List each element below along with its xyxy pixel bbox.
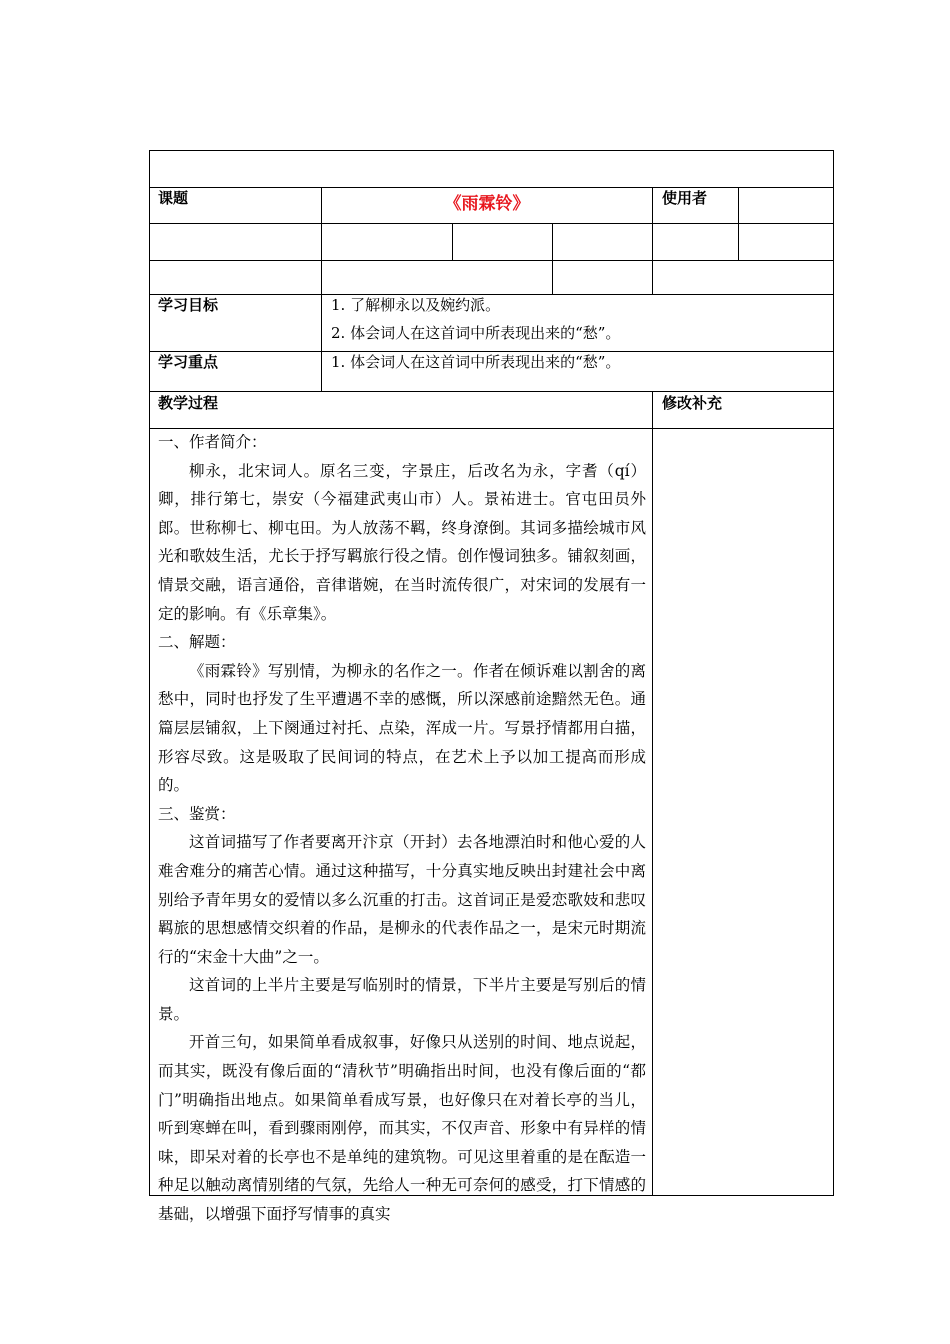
goal-item: 1. 了解柳永以及婉约派。: [331, 296, 501, 314]
teaching-process-content: [158, 428, 646, 1229]
table-rule: [452, 223, 453, 260]
table-rule: [149, 187, 834, 188]
focus-label: 学习重点: [158, 353, 219, 371]
section-heading: 三、鉴赏：: [158, 804, 236, 823]
paragraph: 这首词的上半片主要是写临别时的情景，下半片主要是写别后的情景。: [158, 976, 646, 1023]
process-label: 教学过程: [158, 394, 219, 412]
table-rule: [652, 391, 653, 1196]
table-rule: [149, 260, 834, 261]
focus-item: 1. 体会词人在这首词中所表现出来的“愁”。: [331, 353, 621, 371]
table-rule: [552, 223, 553, 294]
goal-item: 2. 体会词人在这首词中所表现出来的“愁”。: [331, 324, 621, 342]
table-rule: [738, 187, 739, 260]
goals-label: 学习目标: [158, 296, 219, 314]
revise-label: 修改补充: [662, 394, 723, 412]
topic-label: 课题: [158, 189, 189, 207]
user-label: 使用者: [662, 189, 708, 207]
table-rule: [652, 187, 653, 294]
table-rule: [149, 391, 834, 392]
table-rule: [149, 223, 834, 224]
paragraph: 开首三句，如果简单看成叙事，好像只从送别的时间、地点说起，而其实，既没有像后面的“清秋节”明确指出时间，也没有像后面的“都门”明确指出地点。如果简单看成写景，也好像只在对着长亭的当儿，听到寒蝉在叫，看到骤雨刚停，而其实，不仅声音、形象中有异样的情味，即呆对着的长亭也不是单纯的建筑物。可见这里着重的是在酝造一种足以触动离情别绪的气氛，先给人一种无可奈何的感受，打下情感的基础，以增强下面抒写情事的真实: [158, 1033, 646, 1224]
section-heading: 一、作者简介：: [158, 433, 267, 451]
paragraph: 这首词描写了作者要离开汴京（开封）去各地漂泊时和他心爱的人难舍难分的痛苦心情。通过这种描写，十分真实地反映出封建社会中离别给予青年男女的爱情以多么沉重的打击。这首词正是爱恋歌妓和悲叹羁旅的思想感情交织着的作品，是柳永的代表作品之一，是宋元时期流行的“宋金十大曲”之一。: [158, 833, 646, 966]
table-rule: [321, 187, 322, 391]
paragraph: 《雨霖铃》写别情，为柳永的名作之一。作者在倾诉难以割舍的离愁中，同时也抒发了生平遭遇不幸的感慨，所以深感前途黯然无色。通篇层层铺叙，上下阕通过衬托、点染，浑成一片。写景抒情都用白描，形容尽致。这是吸取了民间词的特点，在艺术上予以加工提高而形成的。: [158, 661, 646, 795]
paragraph: 柳永，北宋词人。原名三变，字景庄，后改名为永，字耆（qí）卿，排行第七，崇安（今福建武夷山市）人。景祐进士。官屯田员外郎。世称柳七、柳屯田。为人放荡不羁，终身潦倒。其词多描绘城市风光和歌妓生活，尤长于抒写羁旅行役之情。创作慢词独多。铺叙刻画，情景交融，语言通俗，音律谐婉，在当时流传很广，对宋词的发展有一定的影响。有《乐章集》。: [158, 461, 646, 623]
page-title: 《雨霖铃》: [444, 194, 530, 214]
section-heading: 二、解题：: [158, 633, 236, 652]
